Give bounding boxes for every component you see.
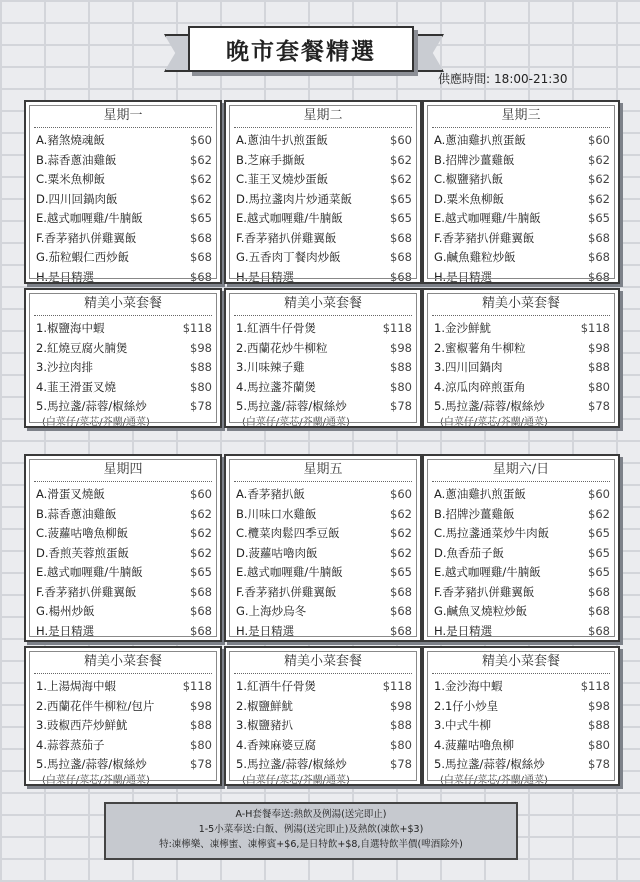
vegetable-options: (白菜仔/菜芯/芥蘭/通菜) <box>42 416 150 428</box>
meal-name: E.越式咖喱雞/牛腩飯 <box>434 565 541 579</box>
meal-item <box>26 268 220 288</box>
meal-price: $68 <box>588 604 610 618</box>
set-name: 2.蜜椒薯角牛柳粒 <box>434 340 526 355</box>
meal-price: $65 <box>588 545 610 560</box>
meal-item <box>424 505 618 525</box>
meal-name: D.馬拉盞肉片炒通菜飯 <box>236 191 353 206</box>
vegetable-options: (白菜仔/菜芯/芥蘭/通菜) <box>440 774 548 786</box>
meal-item <box>424 190 618 210</box>
meal-name: E.越式咖喱雞/牛腩飯 <box>236 211 343 225</box>
set-price: $118 <box>182 679 212 693</box>
set-card <box>24 288 222 428</box>
meal-price: $62 <box>190 526 212 540</box>
meal-name: C.馬拉盞通菜炒牛肉飯 <box>434 526 550 540</box>
meal-name: C.韮王叉燒炒蛋飯 <box>236 172 329 186</box>
set-name: 1.紅酒牛仔骨煲 <box>236 321 316 335</box>
set-card <box>422 646 620 786</box>
day-card <box>224 454 422 642</box>
set-name: 3.四川回鍋肉 <box>434 360 503 374</box>
day-card <box>24 100 222 284</box>
meal-price: $62 <box>390 526 412 540</box>
meal-price: $68 <box>390 623 412 638</box>
service-hours-value: 18:00-21:30 <box>494 72 568 86</box>
set-name: 5.馬拉盞/蒜蓉/椒絲炒 <box>434 757 545 771</box>
meal-item <box>424 151 618 171</box>
day-title: 星期三 <box>432 105 610 128</box>
meal-name: E.越式咖喱雞/牛腩飯 <box>434 211 541 225</box>
meal-price: $60 <box>588 133 610 147</box>
footer-notes <box>104 802 518 860</box>
meal-item <box>424 268 618 288</box>
meal-price: $68 <box>390 250 412 264</box>
meal-item <box>424 622 618 642</box>
footer-line-2: 1-5小菜奉送:白飯、例湯(送完即止)及熱飲(凍飲+$3) <box>198 824 424 835</box>
meal-item <box>26 602 220 622</box>
meal-name: E.越式咖喱雞/牛腩飯 <box>36 565 143 579</box>
set-item <box>26 319 220 339</box>
meal-item <box>424 524 618 544</box>
vegetable-options: (白菜仔/菜芯/芥蘭/通菜) <box>242 774 350 786</box>
meal-item <box>226 524 420 544</box>
meal-name: H.是日精選 <box>434 623 493 638</box>
set-price: $78 <box>390 399 412 413</box>
meal-name: A.蔥油牛扒煎蛋飯 <box>236 133 328 147</box>
meal-price: $60 <box>390 487 412 501</box>
set-name: 4.馬拉盞芥蘭煲 <box>236 379 316 394</box>
meal-name: B.芝麻手撕飯 <box>236 152 306 167</box>
meal-item <box>26 544 220 564</box>
meal-price: $62 <box>190 152 212 167</box>
set-price: $80 <box>390 737 412 752</box>
meal-price: $68 <box>588 230 610 245</box>
set-item <box>26 755 220 775</box>
meal-item <box>26 583 220 603</box>
meal-price: $68 <box>190 604 212 618</box>
meal-item <box>26 131 220 151</box>
meal-price: $62 <box>588 152 610 167</box>
set-name: 5.馬拉盞/蒜蓉/椒絲炒 <box>434 399 545 413</box>
set-item <box>424 697 618 717</box>
meal-name: H.是日精選 <box>236 623 295 638</box>
set-price: $118 <box>182 321 212 335</box>
set-item <box>226 319 420 339</box>
set-name: 2.西蘭花炒牛柳粒 <box>236 340 328 355</box>
vegetable-options: (白菜仔/菜芯/芥蘭/通菜) <box>42 774 150 786</box>
meal-item <box>424 248 618 268</box>
set-name: 4.韮王滑蛋叉燒 <box>36 379 116 394</box>
set-card <box>224 646 422 786</box>
meal-price: $62 <box>390 506 412 521</box>
set-name: 3.豉椒西芹炒鮮魷 <box>36 718 128 732</box>
set-name: 3.川味辣子雞 <box>236 360 305 374</box>
meal-name: G.楊州炒飯 <box>36 604 95 618</box>
footer-line-3: 特:凍檸樂、凍檸蜜、凍檸賓+$6,是日特飲+$8,自選特飲半價(啤酒除外) <box>159 839 463 850</box>
day-title: 星期一 <box>34 105 212 128</box>
meal-name: A.香茅豬扒飯 <box>236 487 305 501</box>
day-card <box>224 100 422 284</box>
set-item <box>226 378 420 398</box>
meal-item <box>226 563 420 583</box>
set-price: $80 <box>588 379 610 394</box>
set-price: $80 <box>390 379 412 394</box>
meal-name: G.茄粒蝦仁西炒飯 <box>36 250 130 264</box>
set-name: 4.香辣麻婆豆腐 <box>236 737 316 752</box>
meal-price: $62 <box>190 191 212 206</box>
day-title: 星期五 <box>234 459 412 482</box>
meal-price: $62 <box>390 172 412 186</box>
meal-item <box>424 485 618 505</box>
set-item <box>424 755 618 775</box>
meal-price: $62 <box>190 506 212 521</box>
meal-price: $65 <box>190 565 212 579</box>
set-price: $78 <box>390 757 412 771</box>
set-title: 精美小菜套餐 <box>432 651 610 674</box>
meal-item <box>226 583 420 603</box>
meal-item <box>26 248 220 268</box>
meal-price: $62 <box>588 172 610 186</box>
meal-name: F.香茅豬扒併雞翼飯 <box>36 584 137 599</box>
set-item <box>424 736 618 756</box>
meal-item <box>424 544 618 564</box>
set-price: $98 <box>588 340 610 355</box>
meal-price: $62 <box>190 545 212 560</box>
meal-item <box>226 131 420 151</box>
meal-item <box>226 170 420 190</box>
set-price: $118 <box>580 679 610 693</box>
set-name: 1.椒鹽海中蝦 <box>36 321 105 335</box>
meal-item <box>424 170 618 190</box>
meal-price: $68 <box>390 584 412 599</box>
set-price: $118 <box>382 679 412 693</box>
meal-price: $62 <box>190 172 212 186</box>
meal-item <box>26 151 220 171</box>
meal-name: B.招牌沙薑雞飯 <box>434 506 515 521</box>
meal-price: $62 <box>390 152 412 167</box>
meal-name: B.蒜香蔥油雞飯 <box>36 506 117 521</box>
set-name: 4.涼瓜肉碎煎蛋角 <box>434 379 526 394</box>
meal-name: F.香茅豬扒併雞翼飯 <box>236 230 337 245</box>
set-item <box>226 755 420 775</box>
meal-item <box>424 209 618 229</box>
meal-price: $60 <box>588 487 610 501</box>
set-price: $88 <box>588 718 610 732</box>
set-item <box>26 358 220 378</box>
vegetable-options: (白菜仔/菜芯/芥蘭/通菜) <box>440 416 548 428</box>
set-title: 精美小菜套餐 <box>432 293 610 316</box>
set-name: 2.紅燒豆腐火腩煲 <box>36 340 128 355</box>
set-price: $78 <box>190 399 212 413</box>
meal-item <box>226 622 420 642</box>
meal-price: $68 <box>390 269 412 284</box>
set-price: $88 <box>390 718 412 732</box>
set-item <box>424 319 618 339</box>
set-name: 1.紅酒牛仔骨煲 <box>236 679 316 693</box>
set-item <box>226 397 420 417</box>
set-price: $88 <box>190 360 212 374</box>
meal-item <box>26 485 220 505</box>
meal-name: E.越式咖喱雞/牛腩飯 <box>36 211 143 225</box>
meal-name: G.鹹魚雞粒炒飯 <box>434 250 516 264</box>
set-price: $98 <box>190 698 212 713</box>
set-item <box>26 697 220 717</box>
set-name: 1.金沙鮮魷 <box>434 321 491 335</box>
meal-name: F.香茅豬扒併雞翼飯 <box>434 230 535 245</box>
set-price: $98 <box>588 698 610 713</box>
set-item <box>424 716 618 736</box>
meal-item <box>26 563 220 583</box>
set-card <box>24 646 222 786</box>
footer-line-1: A-H套餐奉送:熱飲及例湯(送完即止) <box>235 809 387 820</box>
meal-item <box>226 602 420 622</box>
set-item <box>26 736 220 756</box>
meal-price: $68 <box>190 250 212 264</box>
meal-price: $68 <box>390 230 412 245</box>
meal-item <box>424 602 618 622</box>
meal-name: H.是日精選 <box>236 269 295 284</box>
page-title: 晚市套餐精選 <box>188 26 414 72</box>
day-card <box>24 454 222 642</box>
meal-name: C.菠蘿咕嚕魚柳飯 <box>36 526 129 540</box>
set-name: 2.椒鹽鮮魷 <box>236 698 293 713</box>
set-name: 3.中式牛柳 <box>434 718 491 732</box>
set-item <box>26 716 220 736</box>
meal-name: B.蒜香蔥油雞飯 <box>36 152 117 167</box>
meal-price: $65 <box>588 211 610 225</box>
set-name: 5.馬拉盞/蒜蓉/椒絲炒 <box>36 399 147 413</box>
meal-price: $60 <box>190 133 212 147</box>
meal-name: F.香茅豬扒併雞翼飯 <box>434 584 535 599</box>
set-item <box>424 677 618 697</box>
set-price: $78 <box>190 757 212 771</box>
set-item <box>226 736 420 756</box>
service-hours-label: 供應時間: <box>438 72 491 86</box>
set-name: 1.金沙海中蝦 <box>434 679 503 693</box>
meal-item <box>226 485 420 505</box>
set-item <box>26 677 220 697</box>
meal-price: $62 <box>588 506 610 521</box>
meal-item <box>26 190 220 210</box>
set-price: $78 <box>588 399 610 413</box>
meal-price: $62 <box>588 191 610 206</box>
set-title: 精美小菜套餐 <box>34 651 212 674</box>
set-price: $98 <box>390 340 412 355</box>
meal-name: H.是日精選 <box>36 623 95 638</box>
set-item <box>226 677 420 697</box>
service-hours <box>434 70 568 87</box>
meal-item <box>424 229 618 249</box>
set-name: 5.馬拉盞/蒜蓉/椒絲炒 <box>236 757 347 771</box>
meal-price: $68 <box>588 623 610 638</box>
meal-item <box>226 229 420 249</box>
meal-name: D.四川回鍋肉飯 <box>36 191 118 206</box>
meal-name: D.魚香茄子飯 <box>434 545 505 560</box>
meal-price: $65 <box>588 526 610 540</box>
meal-name: F.香茅豬扒併雞翼飯 <box>36 230 137 245</box>
set-price: $98 <box>190 340 212 355</box>
meal-item <box>226 248 420 268</box>
day-title: 星期四 <box>34 459 212 482</box>
meal-price: $68 <box>190 269 212 284</box>
meal-item <box>26 229 220 249</box>
meal-price: $68 <box>190 623 212 638</box>
set-item <box>226 697 420 717</box>
meal-price: $68 <box>588 269 610 284</box>
meal-item <box>26 505 220 525</box>
set-title: 精美小菜套餐 <box>234 651 412 674</box>
meal-name: D.香煎芙蓉煎蛋飯 <box>36 545 130 560</box>
meal-name: H.是日精選 <box>434 269 493 284</box>
set-price: $88 <box>390 360 412 374</box>
set-item <box>226 716 420 736</box>
meal-item <box>424 131 618 151</box>
set-name: 2.1仔小炒皇 <box>434 698 499 713</box>
meal-item <box>26 209 220 229</box>
meal-name: H.是日精選 <box>36 269 95 284</box>
meal-name: G.鹹魚叉燒粒炒飯 <box>434 604 528 618</box>
meal-name: A.滑蛋叉燒飯 <box>36 487 105 501</box>
meal-name: B.招牌沙薑雞飯 <box>434 152 515 167</box>
meal-name: D.菠蘿咕嚕肉飯 <box>236 545 318 560</box>
set-price: $98 <box>390 698 412 713</box>
meal-name: B.川味口水雞飯 <box>236 506 317 521</box>
meal-name: C.粟米魚柳飯 <box>36 172 106 186</box>
set-item <box>26 397 220 417</box>
meal-name: A.豬煞燒魂飯 <box>36 133 105 147</box>
set-price: $78 <box>588 757 610 771</box>
meal-name: A.蔥油雞扒煎蛋飯 <box>434 487 526 501</box>
set-price: $118 <box>382 321 412 335</box>
set-item <box>226 339 420 359</box>
meal-item <box>226 209 420 229</box>
meal-item <box>226 151 420 171</box>
meal-item <box>226 268 420 288</box>
set-price: $88 <box>588 360 610 374</box>
banner-ribbon-right <box>412 34 444 72</box>
day-title: 星期六/日 <box>432 459 610 482</box>
meal-name: A.蔥油雞扒煎蛋飯 <box>434 133 526 147</box>
meal-price: $62 <box>390 545 412 560</box>
day-title: 星期二 <box>234 105 412 128</box>
set-name: 1.上湯焗海中蝦 <box>36 679 116 693</box>
meal-name: D.粟米魚柳飯 <box>434 191 505 206</box>
meal-name: C.欖菜肉鬆四季豆飯 <box>236 526 340 540</box>
meal-item <box>226 505 420 525</box>
set-name: 3.椒鹽豬扒 <box>236 718 293 732</box>
set-name: 5.馬拉盞/蒜蓉/椒絲炒 <box>236 399 347 413</box>
day-card <box>422 100 620 284</box>
meal-item <box>226 190 420 210</box>
meal-price: $68 <box>190 584 212 599</box>
meal-item <box>26 622 220 642</box>
meal-name: G.上海炒烏冬 <box>236 604 307 618</box>
meal-price: $68 <box>190 230 212 245</box>
set-name: 4.菠蘿咕嚕魚柳 <box>434 737 514 752</box>
set-item <box>424 358 618 378</box>
set-item <box>424 378 618 398</box>
meal-price: $60 <box>190 487 212 501</box>
set-price: $80 <box>190 737 212 752</box>
meal-item <box>226 544 420 564</box>
meal-price: $65 <box>588 565 610 579</box>
meal-name: E.越式咖喱雞/牛腩飯 <box>236 565 343 579</box>
set-title: 精美小菜套餐 <box>34 293 212 316</box>
day-card <box>422 454 620 642</box>
set-price: $80 <box>190 379 212 394</box>
set-name: 4.蒜蓉蒸茄子 <box>36 737 105 752</box>
set-price: $88 <box>190 718 212 732</box>
set-name: 5.馬拉盞/蒜蓉/椒絲炒 <box>36 757 147 771</box>
set-card <box>224 288 422 428</box>
meal-price: $65 <box>390 211 412 225</box>
set-name: 3.沙拉肉排 <box>36 360 93 374</box>
set-name: 2.西蘭花伴牛柳粒/包片 <box>36 698 155 713</box>
meal-item <box>26 524 220 544</box>
set-item <box>226 358 420 378</box>
set-price: $80 <box>588 737 610 752</box>
set-price: $118 <box>580 321 610 335</box>
meal-name: G.五香肉丁餐肉炒飯 <box>236 250 341 264</box>
meal-item <box>424 563 618 583</box>
meal-price: $65 <box>390 565 412 579</box>
set-title: 精美小菜套餐 <box>234 293 412 316</box>
set-item <box>26 339 220 359</box>
meal-price: $68 <box>390 604 412 618</box>
set-item <box>424 397 618 417</box>
meal-price: $60 <box>390 133 412 147</box>
meal-price: $65 <box>190 211 212 225</box>
vegetable-options: (白菜仔/菜芯/芥蘭/通菜) <box>242 416 350 428</box>
set-card <box>422 288 620 428</box>
meal-price: $68 <box>588 584 610 599</box>
meal-price: $65 <box>390 191 412 206</box>
meal-item <box>424 583 618 603</box>
meal-name: C.椒鹽豬扒飯 <box>434 172 504 186</box>
set-item <box>26 378 220 398</box>
meal-item <box>26 170 220 190</box>
meal-price: $68 <box>588 250 610 264</box>
set-item <box>424 339 618 359</box>
meal-name: F.香茅豬扒併雞翼飯 <box>236 584 337 599</box>
